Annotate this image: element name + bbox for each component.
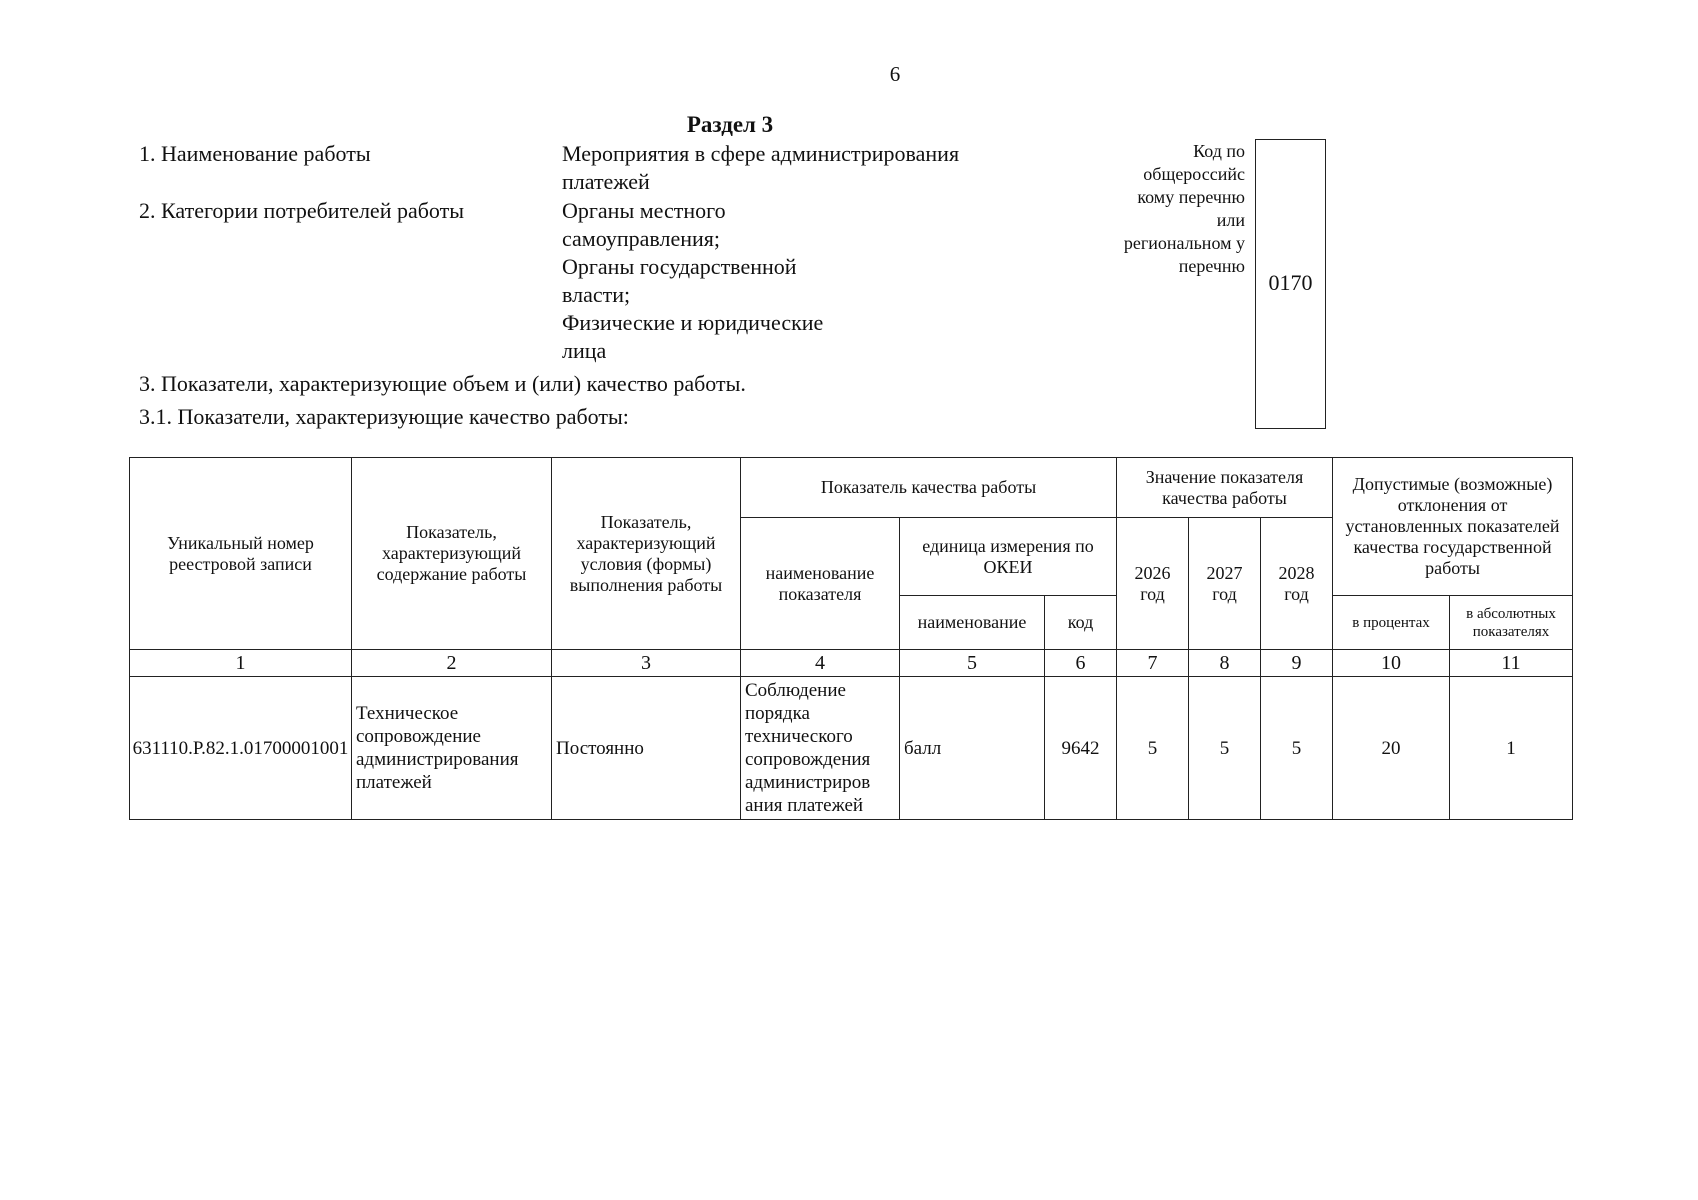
header-year-2028: 2028 год [1261, 518, 1333, 650]
consumers-list [562, 197, 882, 365]
header-unit: единица измерения по ОКЕИ [900, 518, 1117, 596]
consumer-line: самоуправления; [562, 226, 721, 251]
header-registry: Уникальный номер реестровой записи [130, 458, 352, 650]
cell-unit-code: 9642 [1045, 677, 1117, 820]
quality-title: 3.1. Показатели, характеризующие качество работы: [139, 404, 629, 429]
header-year-2026: 2026 год [1117, 518, 1189, 650]
column-number: 6 [1045, 650, 1117, 677]
cell-year-2028: 5 [1261, 677, 1333, 820]
header-percent: в процентах [1333, 596, 1450, 650]
cell-conditions: Постоянно [552, 677, 741, 820]
work-name-label: 1. Наименование работы [139, 141, 371, 166]
okved-label: Код по общероссийс кому перечню или региональном у перечню [1123, 141, 1245, 276]
header-absolute: в абсолютных показателях [1450, 596, 1573, 650]
header-conditions: Показатель, характеризующий условия (формы) выполнения работы [552, 458, 741, 650]
header-year-2027: 2027 год [1189, 518, 1261, 650]
header-quality: Показатель качества работы [741, 458, 1117, 518]
column-number: 8 [1189, 650, 1261, 677]
column-number: 2 [352, 650, 552, 677]
cell-content: Техническое сопровождение администрирования платежей [352, 677, 552, 820]
code-box [1255, 139, 1326, 429]
header-unit-code: код [1045, 596, 1117, 650]
cell-indicator-name: Соблюдение порядка технического сопровождения администриров ания платежей [741, 677, 900, 820]
code-value: 0170 [1268, 270, 1313, 295]
column-number: 11 [1450, 650, 1573, 677]
cell-year-2026: 5 [1117, 677, 1189, 820]
cell-unit-name: балл [900, 677, 1045, 820]
cell-registry: 631110.Р.82.1.01700001001 [130, 677, 352, 820]
table-row [130, 677, 1573, 820]
consumer-line: власти; [562, 282, 631, 307]
column-number: 4 [741, 650, 900, 677]
header-content: Показатель, характеризующий содержание работы [352, 458, 552, 650]
consumer-line: Органы местного [562, 198, 726, 223]
header-indicator-name: наименование показателя [741, 518, 900, 650]
header-values: Значение показателя качества работы [1117, 458, 1333, 518]
consumer-line: лица [562, 338, 607, 363]
cell-absolute: 1 [1450, 677, 1573, 820]
consumer-line: Органы государственной [562, 254, 797, 279]
consumer-line: Физические и юридические [562, 310, 824, 335]
column-number: 7 [1117, 650, 1189, 677]
column-number: 1 [130, 650, 352, 677]
column-number: 3 [552, 650, 741, 677]
cell-percent: 20 [1333, 677, 1450, 820]
consumers-label: 2. Категории потребителей работы [139, 198, 465, 223]
indicators-title: 3. Показатели, характеризующие объем и (или) качество работы. [139, 371, 746, 396]
cell-year-2027: 5 [1189, 677, 1261, 820]
section-title: Раздел 3 [686, 112, 774, 137]
column-number: 9 [1261, 650, 1333, 677]
quality-table [129, 457, 1573, 820]
header-unit-name: наименование [900, 596, 1045, 650]
work-name-value: Мероприятия в сфере администрирования платежей [562, 141, 960, 194]
header-deviations: Допустимые (возможные) отклонения от установленных показателей качества государственной работы [1333, 458, 1573, 596]
column-number: 5 [900, 650, 1045, 677]
column-number: 10 [1333, 650, 1450, 677]
page-number: 6 [889, 62, 901, 86]
